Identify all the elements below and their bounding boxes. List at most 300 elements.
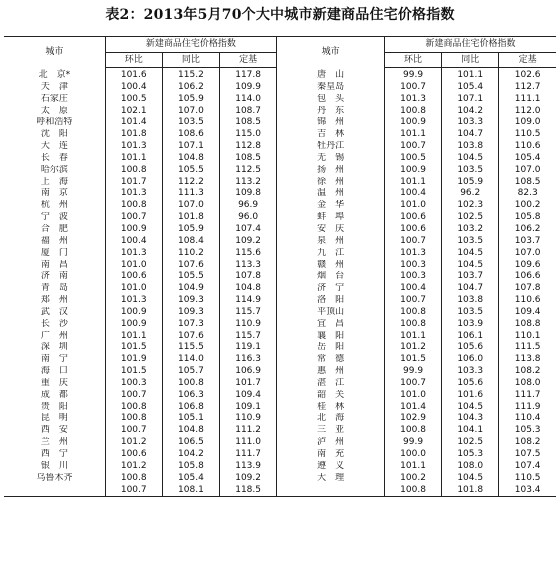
mom-value: 101.2: [105, 437, 162, 449]
mom-value: 101.5: [384, 354, 441, 366]
city-cell: 银 川: [40, 460, 68, 471]
col-header-mom-right: 环比: [384, 53, 441, 68]
city-cell: 福 州: [40, 235, 68, 246]
mom-value: 100.6: [384, 212, 441, 224]
col-header-mom-left: 环比: [105, 53, 162, 68]
yoy-value: 101.8: [162, 212, 219, 224]
yoy-value: 105.7: [162, 366, 219, 378]
table-row: [4, 283, 556, 295]
yoy-value: 96.2: [442, 188, 499, 200]
mom-value: 101.3: [105, 248, 162, 260]
mom-value: 102.9: [384, 413, 441, 425]
mom-value: 100.8: [384, 485, 441, 497]
base-value: 111.1: [499, 94, 556, 106]
table-row: [4, 413, 556, 425]
yoy-value: 104.9: [162, 283, 219, 295]
yoy-value: 111.3: [162, 188, 219, 200]
table-row: [4, 165, 556, 177]
mom-value: 101.5: [105, 342, 162, 354]
yoy-value: 101.8: [442, 485, 499, 497]
yoy-value: 115.5: [162, 342, 219, 354]
yoy-value: 103.5: [442, 165, 499, 177]
base-value: 111.7: [220, 449, 277, 461]
base-value: 110.9: [220, 413, 277, 425]
table-row: [4, 260, 556, 272]
base-value: 113.2: [220, 177, 277, 189]
mom-value: 100.8: [105, 200, 162, 212]
city-cell: 平顶山: [277, 307, 385, 319]
table-row: [4, 200, 556, 212]
yoy-value: 103.7: [442, 271, 499, 283]
table-body: [4, 68, 556, 497]
mom-value: 100.9: [384, 117, 441, 129]
mom-value: 101.1: [384, 129, 441, 141]
mom-value: 101.2: [105, 461, 162, 473]
mom-value: 100.7: [105, 390, 162, 402]
base-value: 108.5: [499, 177, 556, 189]
yoy-value: 104.7: [442, 129, 499, 141]
base-value: 101.7: [220, 378, 277, 390]
table-row: [4, 82, 556, 94]
yoy-value: 106.5: [162, 437, 219, 449]
mom-value: 100.7: [105, 212, 162, 224]
base-value: 109.4: [499, 307, 556, 319]
city-cell: 湛 江: [277, 378, 385, 390]
mom-value: 100.8: [105, 402, 162, 414]
col-header-yoy-left: 同比: [162, 53, 219, 68]
city-cell: 赣 州: [277, 260, 385, 272]
base-value: 110.1: [499, 331, 556, 343]
base-value: 108.2: [499, 366, 556, 378]
yoy-value: 108.6: [162, 129, 219, 141]
yoy-value: 105.6: [442, 342, 499, 354]
table-row: [4, 402, 556, 414]
yoy-value: 103.3: [442, 117, 499, 129]
city-cell: 天 津: [40, 81, 68, 92]
table-row: [4, 295, 556, 307]
mom-value: 100.7: [105, 485, 162, 497]
city-cell: 杭 州: [40, 200, 68, 211]
base-value: 102.6: [499, 68, 556, 82]
mom-value: 100.9: [105, 307, 162, 319]
table-row: [4, 153, 556, 165]
base-value: 117.8: [220, 68, 277, 82]
base-value: 111.0: [220, 437, 277, 449]
city-cell: 济 宁: [277, 283, 385, 295]
mom-value: 101.0: [105, 260, 162, 272]
yoy-value: 103.5: [162, 117, 219, 129]
city-cell: 石家庄: [40, 93, 68, 104]
base-value: 113.9: [220, 461, 277, 473]
table-row: [4, 224, 556, 236]
base-value: 107.0: [499, 248, 556, 260]
base-value: 119.1: [220, 342, 277, 354]
city-cell: 重 庆: [40, 377, 68, 388]
yoy-value: 103.8: [442, 141, 499, 153]
base-value: 108.8: [499, 319, 556, 331]
base-value: 105.3: [499, 425, 556, 437]
mom-value: 101.8: [105, 129, 162, 141]
city-cell: [277, 485, 385, 497]
base-value: 103.4: [499, 485, 556, 497]
table-row: [4, 342, 556, 354]
mom-value: 100.6: [105, 449, 162, 461]
yoy-value: 101.1: [442, 68, 499, 82]
base-value: 109.4: [220, 390, 277, 402]
city-cell: [4, 485, 105, 497]
price-index-table: [4, 36, 556, 497]
base-value: 109.8: [220, 188, 277, 200]
col-header-base-left: 定基: [220, 53, 277, 68]
city-cell: 包 头: [277, 94, 385, 106]
yoy-value: 102.5: [442, 212, 499, 224]
city-cell: 广 州: [40, 330, 68, 341]
city-cell: 哈尔滨: [40, 164, 68, 175]
mom-value: 100.3: [105, 378, 162, 390]
yoy-value: 103.5: [442, 307, 499, 319]
base-value: 110.6: [499, 141, 556, 153]
mom-value: 101.5: [105, 366, 162, 378]
base-value: 111.7: [499, 390, 556, 402]
city-cell: 北 海: [277, 413, 385, 425]
base-value: 109.0: [499, 117, 556, 129]
base-value: 115.6: [220, 248, 277, 260]
base-value: 113.3: [220, 260, 277, 272]
mom-value: 101.1: [105, 153, 162, 165]
base-value: 110.4: [499, 413, 556, 425]
yoy-value: 104.5: [442, 248, 499, 260]
yoy-value: 110.2: [162, 248, 219, 260]
city-cell: 襄 阳: [277, 331, 385, 343]
base-value: 116.3: [220, 354, 277, 366]
base-value: 82.3: [499, 188, 556, 200]
city-cell: 呼和浩特: [36, 117, 73, 128]
yoy-value: 105.1: [162, 413, 219, 425]
base-value: 114.9: [220, 295, 277, 307]
city-cell: 三 亚: [277, 425, 385, 437]
city-cell: 兰 州: [40, 437, 68, 448]
base-value: 112.8: [220, 141, 277, 153]
yoy-value: 101.6: [442, 390, 499, 402]
city-cell: 南 京: [40, 188, 68, 199]
base-value: 111.5: [499, 342, 556, 354]
yoy-value: 107.0: [162, 200, 219, 212]
col-header-base-right: 定基: [499, 53, 556, 68]
base-value: 106.6: [499, 271, 556, 283]
city-cell: 南 宁: [40, 354, 68, 365]
yoy-value: 108.1: [162, 485, 219, 497]
index-group-header-left: 新建商品住宅价格指数: [105, 37, 277, 53]
city-cell: 安 庆: [277, 224, 385, 236]
mom-value: 100.5: [384, 153, 441, 165]
yoy-value: 104.5: [442, 153, 499, 165]
yoy-value: 107.6: [162, 260, 219, 272]
table-row: [4, 354, 556, 366]
mom-value: 100.7: [384, 141, 441, 153]
mom-value: 100.9: [105, 319, 162, 331]
table-row: [4, 378, 556, 390]
table-row: [4, 177, 556, 189]
mom-value: 101.4: [384, 402, 441, 414]
table-title: 表2：2013年5月70个大中城市新建商品住宅价格指数: [105, 7, 455, 23]
mom-value: 100.3: [384, 271, 441, 283]
base-value: 107.5: [499, 449, 556, 461]
base-value: 112.5: [220, 165, 277, 177]
base-value: 108.0: [499, 378, 556, 390]
table-row: [4, 106, 556, 118]
mom-value: 101.3: [384, 94, 441, 106]
mom-value: 101.0: [384, 200, 441, 212]
city-cell: 九 江: [277, 248, 385, 260]
table-row: [4, 319, 556, 331]
table-row: [4, 117, 556, 129]
city-cell: 西 安: [40, 425, 68, 436]
yoy-value: 105.9: [162, 94, 219, 106]
base-value: 109.6: [499, 260, 556, 272]
city-cell: 常 德: [277, 354, 385, 366]
city-cell: 泉 州: [277, 236, 385, 248]
city-cell: 南 充: [277, 449, 385, 461]
mom-value: 101.4: [105, 117, 162, 129]
yoy-value: 105.5: [162, 271, 219, 283]
yoy-value: 104.2: [162, 449, 219, 461]
base-value: 107.8: [499, 283, 556, 295]
city-cell: 韶 关: [277, 390, 385, 402]
city-cell: 泸 州: [277, 437, 385, 449]
mom-value: 101.1: [384, 331, 441, 343]
yoy-value: 106.2: [162, 82, 219, 94]
yoy-value: 103.8: [442, 295, 499, 307]
table-row: [4, 188, 556, 200]
yoy-value: 105.9: [442, 177, 499, 189]
table-row: [4, 473, 556, 485]
mom-value: 100.5: [105, 94, 162, 106]
city-cell: 唐 山: [277, 68, 385, 82]
table-row: [4, 271, 556, 283]
table-row: [4, 94, 556, 106]
base-value: 109.2: [220, 473, 277, 485]
table-row: [4, 449, 556, 461]
city-cell: 扬 州: [277, 165, 385, 177]
mom-value: 100.2: [384, 473, 441, 485]
base-value: 104.8: [220, 283, 277, 295]
yoy-value: 104.7: [442, 283, 499, 295]
mom-value: 100.6: [105, 271, 162, 283]
base-value: 107.4: [220, 224, 277, 236]
base-value: 110.5: [499, 129, 556, 141]
base-value: 103.7: [499, 236, 556, 248]
mom-value: 101.1: [105, 331, 162, 343]
city-cell: 厦 门: [40, 247, 68, 258]
base-value: 109.2: [220, 236, 277, 248]
base-value: 96.0: [220, 212, 277, 224]
city-cell: 桂 林: [277, 402, 385, 414]
city-cell: 大 连: [40, 141, 68, 152]
base-value: 109.9: [220, 82, 277, 94]
mom-value: 100.7: [384, 236, 441, 248]
base-value: 105.8: [499, 212, 556, 224]
yoy-value: 107.0: [162, 106, 219, 118]
city-cell: 乌鲁木齐: [36, 472, 73, 483]
table-row: [4, 461, 556, 473]
yoy-value: 103.2: [442, 224, 499, 236]
yoy-value: 105.3: [442, 449, 499, 461]
mom-value: 101.7: [105, 177, 162, 189]
table-row: [4, 366, 556, 378]
city-cell: 昆 明: [40, 413, 68, 424]
base-value: 107.8: [220, 271, 277, 283]
base-value: 109.1: [220, 402, 277, 414]
yoy-value: 106.0: [442, 354, 499, 366]
city-cell: 西 宁: [40, 449, 68, 459]
yoy-value: 105.5: [162, 165, 219, 177]
yoy-value: 107.3: [162, 319, 219, 331]
city-cell: 成 都: [40, 389, 68, 400]
table-row: [4, 485, 556, 497]
mom-value: 101.3: [105, 141, 162, 153]
base-value: 112.7: [499, 82, 556, 94]
yoy-value: 105.4: [162, 473, 219, 485]
table-row: [4, 425, 556, 437]
mom-value: 100.8: [105, 413, 162, 425]
mom-value: 101.9: [105, 354, 162, 366]
yoy-value: 108.4: [162, 236, 219, 248]
yoy-value: 114.0: [162, 354, 219, 366]
mom-value: 100.6: [384, 224, 441, 236]
table-row: [4, 331, 556, 343]
mom-value: 100.4: [105, 236, 162, 248]
table-row: [4, 129, 556, 141]
city-cell: 蚌 埠: [277, 212, 385, 224]
mom-value: 101.1: [384, 177, 441, 189]
base-value: 110.6: [499, 295, 556, 307]
base-value: 110.5: [499, 473, 556, 485]
table-row: [4, 141, 556, 153]
city-header-right: 城市: [277, 37, 385, 68]
table-row: [4, 248, 556, 260]
base-value: 113.8: [499, 354, 556, 366]
base-value: 100.2: [499, 200, 556, 212]
city-cell: 北 京*: [38, 69, 71, 80]
mom-value: 101.0: [384, 390, 441, 402]
base-value: 106.9: [220, 366, 277, 378]
mom-value: 99.9: [384, 68, 441, 82]
index-group-header-right: 新建商品住宅价格指数: [384, 37, 556, 53]
yoy-value: 105.6: [442, 378, 499, 390]
table-row: [4, 236, 556, 248]
yoy-value: 104.8: [162, 425, 219, 437]
mom-value: 99.9: [384, 437, 441, 449]
mom-value: 102.1: [105, 106, 162, 118]
mom-value: 100.9: [384, 165, 441, 177]
table-row: [4, 68, 556, 82]
mom-value: 100.4: [105, 82, 162, 94]
table-row: [4, 212, 556, 224]
table-row: [4, 307, 556, 319]
table-row: [4, 437, 556, 449]
yoy-value: 115.2: [162, 68, 219, 82]
city-cell: 牡丹江: [277, 141, 385, 153]
base-value: 112.0: [499, 106, 556, 118]
base-value: 110.9: [220, 319, 277, 331]
yoy-value: 104.5: [442, 473, 499, 485]
city-cell: 青 岛: [40, 283, 68, 294]
base-value: 111.9: [499, 402, 556, 414]
mom-value: 100.7: [384, 82, 441, 94]
yoy-value: 103.9: [442, 319, 499, 331]
mom-value: 101.2: [384, 342, 441, 354]
yoy-value: 109.3: [162, 295, 219, 307]
city-cell: 深 圳: [40, 342, 68, 353]
yoy-value: 103.5: [442, 236, 499, 248]
yoy-value: 107.6: [162, 331, 219, 343]
city-cell: 宜 昌: [277, 319, 385, 331]
base-value: 108.7: [220, 106, 277, 118]
base-value: 114.0: [220, 94, 277, 106]
mom-value: 100.8: [384, 307, 441, 319]
yoy-value: 107.1: [442, 94, 499, 106]
city-cell: 贵 阳: [40, 401, 68, 412]
mom-value: 101.0: [105, 283, 162, 295]
base-value: 108.5: [220, 117, 277, 129]
mom-value: 100.8: [105, 473, 162, 485]
mom-value: 100.3: [384, 260, 441, 272]
city-cell: 上 海: [40, 176, 68, 187]
yoy-value: 104.5: [442, 260, 499, 272]
mom-value: 101.3: [105, 295, 162, 307]
mom-value: 100.8: [384, 106, 441, 118]
yoy-value: 104.1: [442, 425, 499, 437]
base-value: 107.4: [499, 461, 556, 473]
yoy-value: 104.8: [162, 153, 219, 165]
base-value: 115.0: [220, 129, 277, 141]
yoy-value: 103.3: [442, 366, 499, 378]
mom-value: 100.4: [384, 188, 441, 200]
yoy-value: 105.9: [162, 224, 219, 236]
yoy-value: 104.5: [442, 402, 499, 414]
yoy-value: 105.4: [442, 82, 499, 94]
mom-value: 100.8: [384, 319, 441, 331]
mom-value: 100.4: [384, 283, 441, 295]
yoy-value: 107.1: [162, 141, 219, 153]
mom-value: 100.8: [384, 425, 441, 437]
col-header-yoy-right: 同比: [442, 53, 499, 68]
mom-value: 101.6: [105, 68, 162, 82]
yoy-value: 100.8: [162, 378, 219, 390]
city-cell: 海 口: [40, 366, 68, 377]
city-cell: 无 锡: [277, 153, 385, 165]
city-cell: 长 春: [40, 152, 68, 163]
city-cell: 锦 州: [277, 117, 385, 129]
city-cell: 秦皇岛: [277, 82, 385, 94]
city-cell: 洛 阳: [277, 295, 385, 307]
yoy-value: 106.3: [162, 390, 219, 402]
base-value: 108.5: [220, 153, 277, 165]
yoy-value: 112.2: [162, 177, 219, 189]
mom-value: 100.0: [384, 449, 441, 461]
base-value: 107.0: [499, 165, 556, 177]
yoy-value: 104.2: [442, 106, 499, 118]
yoy-value: 108.0: [442, 461, 499, 473]
city-cell: 大 理: [277, 473, 385, 485]
mom-value: 100.7: [384, 378, 441, 390]
city-cell: 太 原: [40, 105, 68, 116]
mom-value: 101.1: [384, 461, 441, 473]
base-value: 105.4: [499, 153, 556, 165]
base-value: 108.2: [499, 437, 556, 449]
city-cell: 丹 东: [277, 106, 385, 118]
mom-value: 101.3: [384, 248, 441, 260]
